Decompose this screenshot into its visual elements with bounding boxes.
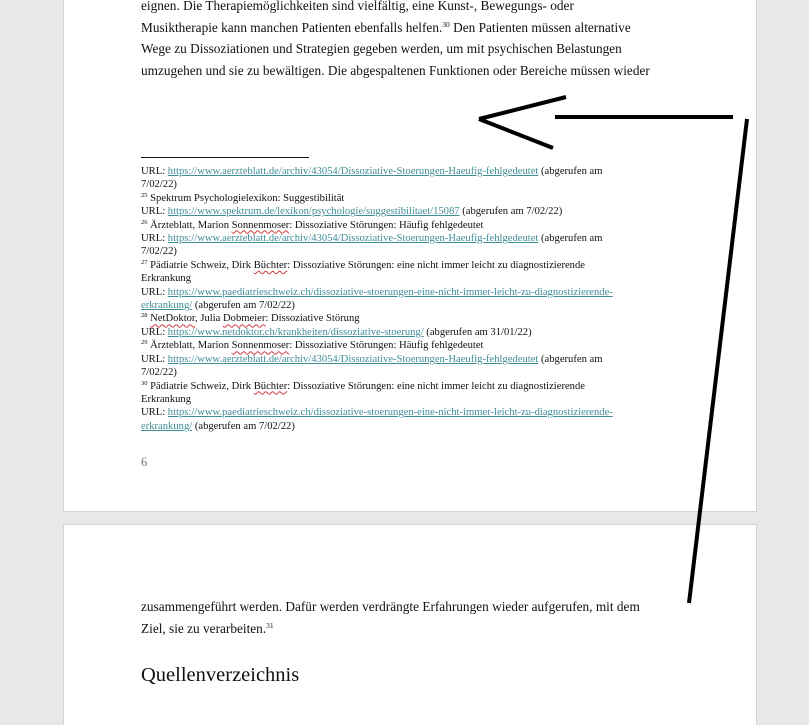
- footnote-line: URL: https://www.paediatrieschweiz.ch/dissoziative-stoerungen-eine-nicht-immer-leicht-zu-diagnostizierende-: [141, 407, 613, 419]
- footnote-line: 7/02/22): [141, 367, 177, 379]
- spellcheck-word[interactable]: Büchter: [253, 380, 288, 392]
- document-page-6: [64, 0, 756, 511]
- footnote-line: URL: https://www.aerzteblatt.de/archiv/43054/Dissoziative-Stoerungen-Haeufig-fehlgedeutet (abgerufen am: [141, 166, 603, 177]
- footnote-link[interactable]: https://www.spektrum.de/lexikon/psychologie/suggestibilitaet/15087: [167, 206, 460, 218]
- footnote-30: $^{30}$ Pädiatrie Schweiz, Dirk Büchter: Dissoziative Störungen: eine nicht immer leicht zu diagnostizierende: [141, 379, 585, 392]
- footnote-25: $^{25}$ Spektrum Psychologielexikon: Suggestibilität: [141, 191, 345, 204]
- footnote-link[interactable]: erkrankung/: [141, 300, 193, 312]
- footnote-ref-31[interactable]: 31: [266, 620, 274, 630]
- spellcheck-word[interactable]: NetDoktor: [150, 313, 196, 325]
- body-line-2: Musiktherapie kann manchen Patienten ebenfalls helfen.$^{30}$ Den Patienten müssen alternative: [141, 19, 631, 35]
- section-heading: Quellenverzeichnis: [141, 664, 300, 686]
- footnote-line: URL: https://www.spektrum.de/lexikon/psychologie/suggestibilitaet/15087 (abgerufen am 7/02/22): [141, 206, 563, 218]
- footnote-29: $^{29}$ Ärzteblatt, Marion Sonnenmoser: Dissoziative Störungen: Häufig fehlgedeutet: [141, 339, 484, 352]
- footnote-link[interactable]: https://www.paediatrieschweiz.ch/dissoziative-stoerungen-eine-nicht-immer-leicht-zu-diagnostizierende-: [167, 286, 613, 298]
- footnote-line: erkrankung/ (abgerufen am 7/02/22): [141, 300, 295, 312]
- footnote-28: $^{28}$ NetDoktor, Julia Dobmeier: Dissoziative Störung: [141, 312, 360, 325]
- footnote-link[interactable]: https://www.netdoktor.ch/krankheiten/dissoziative-stoerung/: [167, 326, 424, 338]
- footnote-line: URL: https://www.paediatrieschweiz.ch/dissoziative-stoerungen-eine-nicht-immer-leicht-zu-diagnostizierende-: [141, 286, 613, 298]
- footnote-link[interactable]: https://www.paediatrieschweiz.ch/dissoziative-stoerungen-eine-nicht-immer-leicht-zu-diagnostizierende-: [167, 407, 613, 419]
- body-paragraph: [141, 0, 701, 81]
- footnote-line: erkrankung/ (abgerufen am 7/02/22): [141, 420, 295, 432]
- footnote-line: 7/02/22): [141, 246, 177, 258]
- footnote-line: URL: https://www.netdoktor.ch/krankheiten/dissoziative-stoerung/ (abgerufen am 31/01/22): [141, 326, 532, 338]
- body-line-3: Wege zu Dissoziationen und Strategien gegeben werden, um mit psychischen Belastungen: [141, 41, 622, 56]
- footnote-26: $^{26}$ Ärzteblatt, Marion Sonnenmoser: Dissoziative Störungen: Häufig fehlgedeutet: [141, 218, 484, 231]
- spellcheck-word[interactable]: Sonnenmoser: [231, 219, 290, 231]
- body-line-1: eignen. Die Therapiemöglichkeiten sind vielfältig, eine Kunst-, Bewegungs- oder: [141, 0, 574, 13]
- footnote-ref-30[interactable]: 30: [442, 19, 450, 29]
- footnote-link[interactable]: https://www.aerzteblatt.de/archiv/43054/Dissoziative-Stoerungen-Haeufig-fehlgedeutet: [167, 166, 539, 177]
- spellcheck-word[interactable]: Dobmeier: [223, 313, 266, 325]
- body-line-2: Ziel, sie zu verarbeiten.$^{31}$: [141, 620, 274, 636]
- footnotes-block: [141, 165, 701, 433]
- body-paragraph: [141, 596, 701, 639]
- footnote-line: Erkrankung: [141, 273, 192, 285]
- spellcheck-word[interactable]: Büchter: [253, 259, 288, 271]
- footnote-link[interactable]: https://www.aerzteblatt.de/archiv/43054/Dissoziative-Stoerungen-Haeufig-fehlgedeutet: [167, 353, 539, 365]
- footnote-link[interactable]: erkrankung/: [141, 420, 193, 432]
- footnote-line: URL: https://www.aerzteblatt.de/archiv/43054/Dissoziative-Stoerungen-Haeufig-fehlgedeutet (abgerufen am: [141, 353, 603, 365]
- footnote-line: URL: https://www.aerzteblatt.de/archiv/43054/Dissoziative-Stoerungen-Haeufig-fehlgedeutet (abgerufen am: [141, 233, 603, 245]
- page-number: 6: [141, 455, 148, 469]
- body-line-1: zusammengeführt werden. Dafür werden verdrängte Erfahrungen wieder aufgerufen, mit dem: [141, 599, 640, 614]
- footnote-27: $^{27}$ Pädiatrie Schweiz, Dirk Büchter: Dissoziative Störungen: eine nicht immer leicht zu diagnostizierende: [141, 258, 585, 271]
- document-page-7: [64, 525, 756, 725]
- spellcheck-word[interactable]: Sonnenmoser: [231, 340, 290, 352]
- footnote-separator: [141, 157, 309, 158]
- footnote-link[interactable]: https://www.aerzteblatt.de/archiv/43054/Dissoziative-Stoerungen-Haeufig-fehlgedeutet: [167, 233, 539, 245]
- body-line-4: umzugehen und sie zu bewältigen. Die abgespaltenen Funktionen oder Bereiche müssen wieder: [141, 62, 650, 78]
- footnote-line: Erkrankung: [141, 393, 192, 405]
- footnote-line: 7/02/22): [141, 179, 177, 191]
